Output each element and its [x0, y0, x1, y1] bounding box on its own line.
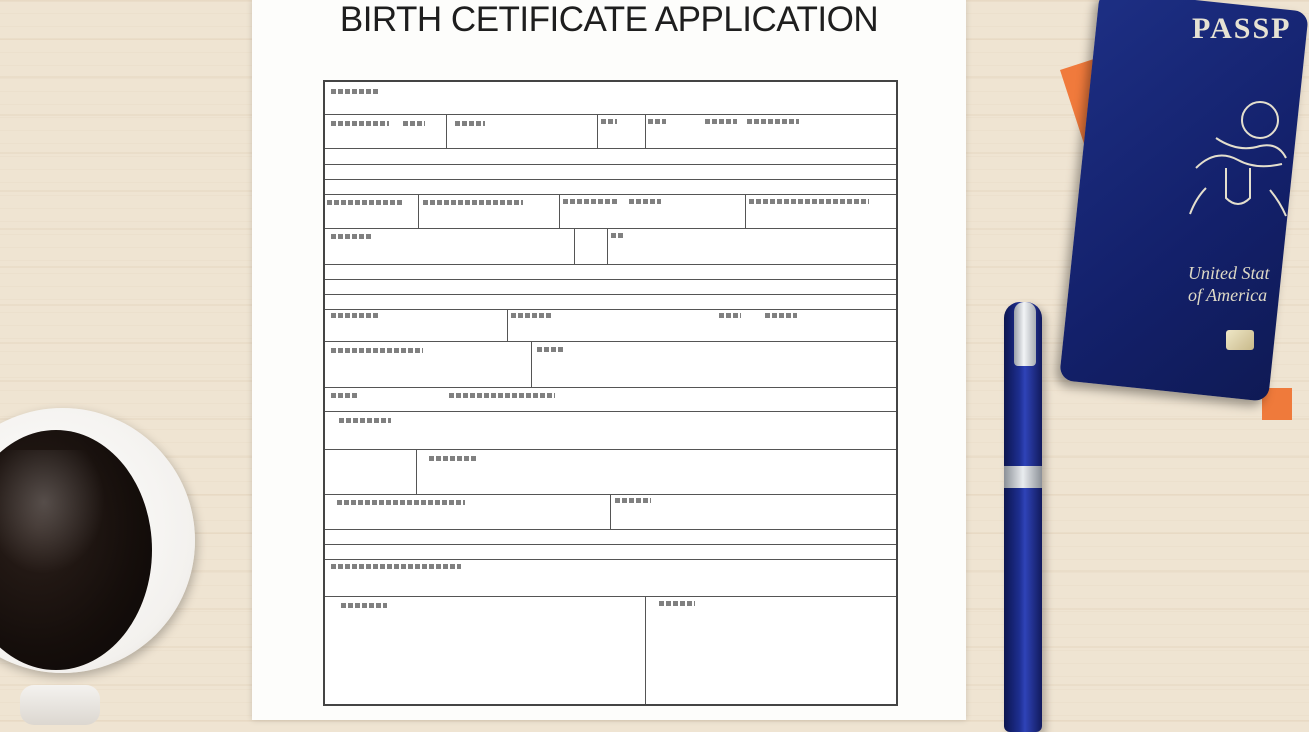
form-title: BIRTH CETIFICATE APPLICATION: [339, 0, 879, 39]
form-row-line: [325, 194, 896, 195]
passport-chip-icon: [1226, 330, 1254, 350]
field-label-mark: [331, 348, 423, 353]
field-label-mark: [659, 601, 695, 606]
form-row-line: [325, 529, 896, 530]
form-col-line: [610, 494, 611, 529]
form-col-line: [418, 194, 419, 228]
form-col-line: [745, 194, 746, 228]
field-label-mark: [327, 200, 403, 205]
form-row-line: [325, 179, 896, 180]
form-col-line: [446, 114, 447, 148]
form-row-line: [325, 596, 896, 597]
form-col-line: [574, 228, 575, 264]
field-label-mark: [331, 393, 359, 398]
pen-clip: [1014, 302, 1036, 366]
form-row-line: [325, 559, 896, 560]
form-col-line: [507, 309, 508, 341]
field-label-mark: [429, 456, 477, 461]
form-col-line: [645, 596, 646, 704]
field-label-mark: [331, 234, 371, 239]
field-label-mark: [648, 119, 666, 124]
form-col-line: [597, 114, 598, 148]
form-row-line: [325, 148, 896, 149]
pen-icon: [1004, 302, 1042, 732]
field-label-mark: [339, 418, 391, 423]
form-row-line: [325, 449, 896, 450]
form-grid: [323, 80, 898, 706]
field-label-mark: [765, 313, 797, 318]
field-label-mark: [747, 119, 799, 124]
passport-subtitle: United Stat of America: [1188, 263, 1270, 305]
field-label-mark: [403, 121, 425, 126]
form-row-line: [325, 341, 896, 342]
field-label-mark: [719, 313, 741, 318]
field-label-mark: [629, 199, 661, 204]
form-row-line: [325, 387, 896, 388]
form-col-line: [607, 228, 608, 264]
field-label-mark: [331, 564, 461, 569]
field-label-mark: [601, 119, 617, 124]
field-label-mark: [331, 89, 379, 94]
coffee-steam: [0, 450, 110, 580]
form-col-line: [559, 194, 560, 228]
cup-handle: [20, 685, 100, 725]
form-row-line: [325, 264, 896, 265]
field-label-mark: [749, 199, 869, 204]
field-label-mark: [331, 313, 379, 318]
eagle-seal-icon: [1186, 98, 1290, 228]
form-row-line: [325, 544, 896, 545]
field-label-mark: [423, 200, 523, 205]
field-label-mark: [455, 121, 485, 126]
field-label-mark: [341, 603, 387, 608]
form-row-line: [325, 114, 896, 115]
field-label-mark: [705, 119, 737, 124]
form-row-line: [325, 411, 896, 412]
field-label-mark: [563, 199, 617, 204]
field-label-mark: [615, 498, 651, 503]
passport-cover-text: PASSP: [1192, 12, 1292, 45]
form-row-line: [325, 279, 896, 280]
form-row-line: [325, 228, 896, 229]
form-col-line: [531, 341, 532, 387]
field-label-mark: [537, 347, 563, 352]
field-label-mark: [611, 233, 625, 238]
form-row-line: [325, 164, 896, 165]
field-label-mark: [449, 393, 555, 398]
pen-band: [1004, 466, 1042, 488]
form-col-line: [416, 449, 417, 494]
form-row-line: [325, 294, 896, 295]
field-label-mark: [511, 313, 553, 318]
form-col-line: [645, 114, 646, 148]
form-row-line: [325, 309, 896, 310]
field-label-mark: [337, 500, 465, 505]
field-label-mark: [331, 121, 389, 126]
